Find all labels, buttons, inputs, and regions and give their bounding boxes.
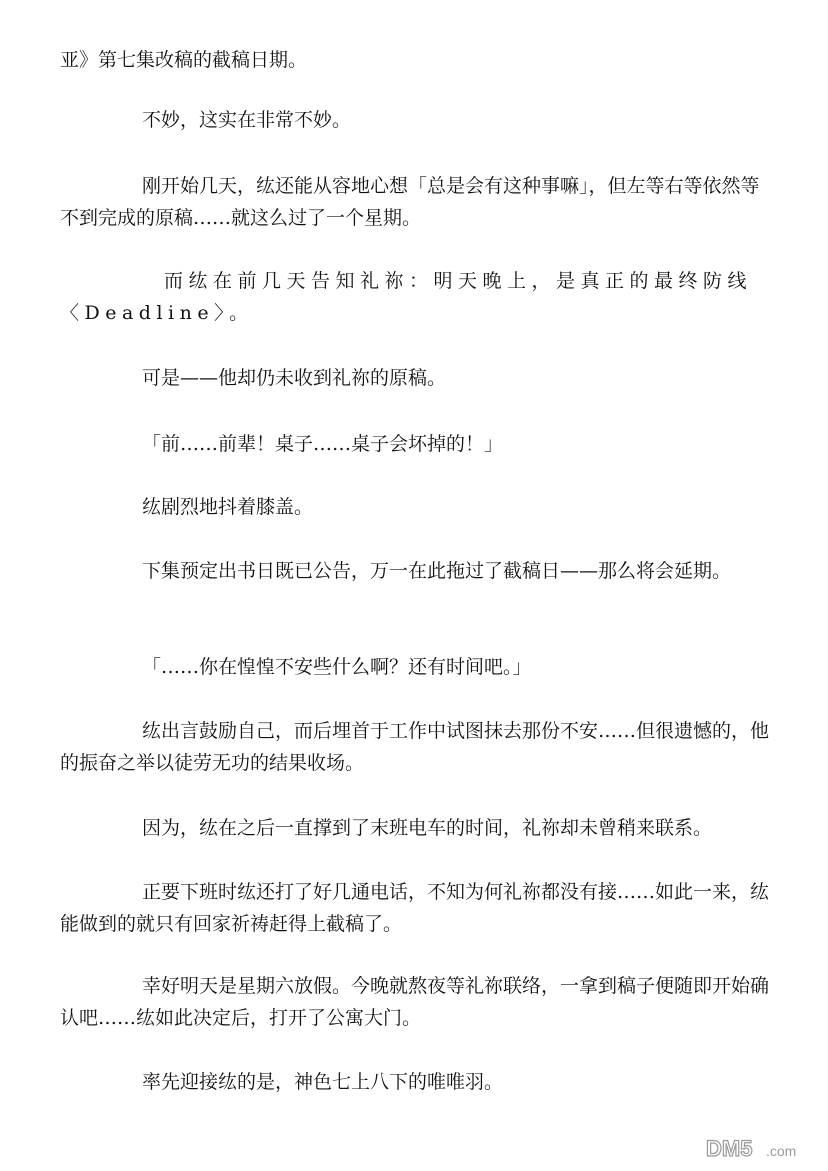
- paragraph-14: 率先迎接纮的是，神色七上八下的唯唯羽。: [142, 1071, 504, 1093]
- paragraph-1: 亚》第七集改稿的截稿日期。: [60, 49, 308, 71]
- paragraph-13: 幸好明天是星期六放假。今晚就熬夜等礼祢联络，一拿到稿子便随即开始确认吧……纮如此决定后，打开了公寓大门。: [60, 975, 770, 1029]
- paragraph-7: 纮剧烈地抖着膝盖。: [142, 496, 314, 518]
- dm5-watermark-logo: [704, 1135, 814, 1161]
- paragraph-5: 可是——他却仍未收到礼祢的原稿。: [142, 367, 447, 389]
- paragraph-11: 因为，纮在之后一直撑到了末班电车的时间，礼祢却未曾稍来联系。: [142, 817, 713, 839]
- watermark-suffix: .com: [766, 1143, 797, 1159]
- watermark-text: DM5: [706, 1136, 753, 1161]
- paragraph-12: 正要下班时纮还打了好几通电话，不知为何礼祢都没有接……如此一来，纮能做到的就只有回家祈祷赶得上截稿了。: [60, 881, 770, 935]
- paragraph-9: 「……你在惶惶不安些什么啊？还有时间吧。」: [142, 656, 532, 678]
- paragraph-4: 而纮在前几天告知礼祢：明天晚上，是真正的最终防线〈Deadline〉。: [60, 270, 753, 324]
- paragraph-3: 刚开始几天，纮还能从容地心想「总是会有这种事嘛」，但左等右等依然等不到完成的原稿……就这么过了一个星期。: [60, 175, 760, 229]
- paragraph-10: 纮出言鼓励自己，而后埋首于工作中试图抹去那份不安……但很遗憾的，他的振奋之举以徒劳无功的结果收场。: [60, 720, 770, 774]
- paragraph-2: 不妙，这实在非常不妙。: [142, 109, 352, 131]
- paragraph-8: 下集预定出书日既已公告，万一在此拖过了截稿日——那么将会延期。: [142, 560, 732, 582]
- paragraph-6: 「前……前辈！桌子……桌子会坏掉的！」: [142, 433, 504, 455]
